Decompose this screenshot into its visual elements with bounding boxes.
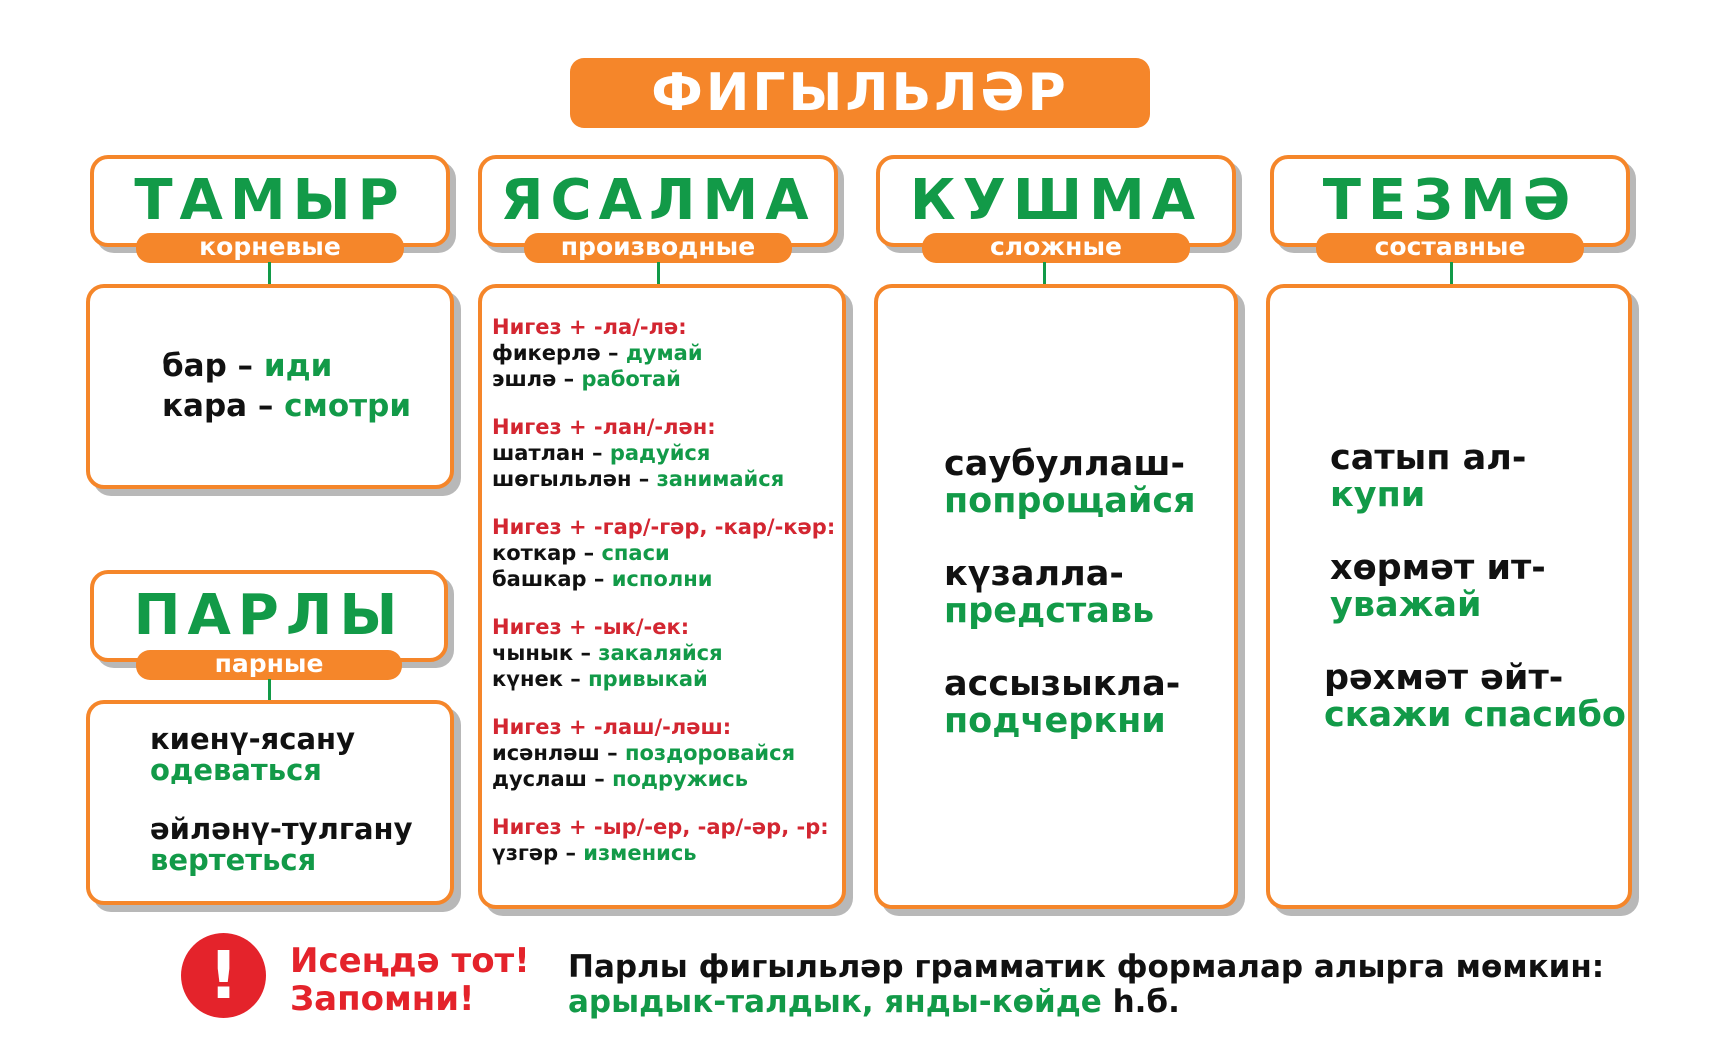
exclamation-icon: ! [181,933,266,1018]
list-item: исәнләш – поздоровайся [492,741,796,765]
box-tezme [1266,284,1632,909]
rule-yr: Нигез + -ыр/-ер, -ар/-әр, -р: үзгәр – изменись [492,814,835,866]
list-item: хөрмәт ит- уважай [1330,548,1546,625]
stem-tezme [1450,262,1453,284]
list-item: үзгәр – изменись [492,841,697,865]
header-yasalma-label: ЯСАЛМА [500,168,816,233]
pill-yasalma: производные [524,233,792,263]
rule-lash: Нигез + -лаш/-ләш: исәнләш – поздоровайся дуслаш – подружись [492,714,835,792]
tamyr-list [162,346,411,426]
box-tamyr [86,284,454,489]
pill-tamyr: корневые [136,233,404,263]
list-item: ассызыкла- подчеркни [944,664,1181,741]
parly-list [150,724,413,904]
list-item: саубуллаш- попрощайся [944,444,1196,521]
stem-parly [268,679,271,701]
list-item: кара – смотри [162,388,412,424]
header-kushma-label: КУШМА [909,168,1203,233]
box-kushma [874,284,1238,909]
remember-label: Исеңдә тот! Запомни! [290,941,530,1019]
rule-gar: Нигез + -гар/-гәр, -кар/-кәр: коткар – спаси башкар – исполни [492,515,836,591]
stem-yasalma [657,262,660,284]
list-item: чынык – закаляйся [492,641,723,665]
list-item: шатлан – радуйся [492,441,711,465]
pill-tezme: составные [1316,233,1584,263]
list-item: дуслаш – подружись [492,767,749,791]
pill-parly: парные [136,650,402,680]
list-item: бар – иди [162,348,333,384]
header-tamyr-label: ТАМЫР [134,168,406,233]
tezme-list [1324,438,1626,770]
main-title: ФИГЫЛЬЛӘР [570,58,1150,128]
list-item: киенү-ясану одеваться [150,722,355,787]
box-yasalma [478,284,846,909]
box-parly [86,700,454,905]
list-item: әйләнү-тулгану вертеться [150,812,413,877]
rule-yk: Нигез + -ык/-ек: чынык – закаляйся күнек – привыкай [492,614,835,692]
list-item: сатып ал- купи [1330,438,1527,515]
note-text: Парлы фигыльләр грамматик формалар алырга мөмкин: арыдык-талдык, янды-көйде һ.б. [568,949,1605,1020]
list-item: башкар – исполни [492,567,713,591]
list-item: күзалла- представь [944,554,1155,631]
kushma-list [944,446,1196,776]
list-item: коткар – спаси [492,541,670,565]
pill-kushma: сложные [922,233,1190,263]
rule-lan: Нигез + -лан/-лән: шатлан – радуйся шөгыльлән – занимайся [492,414,835,492]
list-item: эшлә – работай [492,367,681,391]
list-item: рәхмәт әйт- скажи спасибо [1324,658,1626,735]
stem-kushma [1043,262,1046,284]
list-item: күнек – привыкай [492,667,708,691]
rule-la: Нигез + -ла/-лә: фикерлә – думай эшлә – работай [492,314,835,392]
list-item: фикерлә – думай [492,341,703,365]
yasalma-rules [492,314,835,888]
list-item: шөгыльлән – занимайся [492,467,785,491]
header-tezme-label: ТЕЗМӘ [1322,168,1578,233]
header-parly-label: ПАРЛЫ [133,583,405,648]
stem-tamyr [268,262,271,284]
